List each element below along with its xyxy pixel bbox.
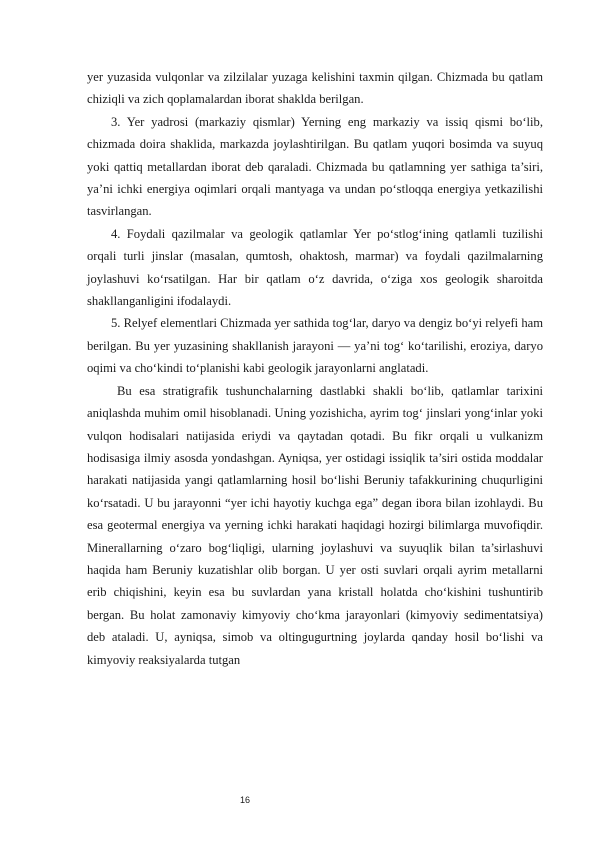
paragraph-continuation: yer yuzasida vulqonlar va zilzilalar yuzaga kelishini taxmin qilgan. Chizmada bu qatlam chiziqli va zich qoplamalardan iborat shaklda berilgan. <box>87 70 543 107</box>
page-number: 16 <box>239 795 250 805</box>
paragraph-minerals-layers: 4. Foydali qazilmalar va geologik qatlamlar Yer po‘stlog‘ining qatlamli tuzilishi orqali turli jinslar (masalan, qumtosh, ohaktosh, marmar) va foydali qazilmalarning joylashuvi ko‘rsatilgan. Har bir qatlam o‘z davrida, o‘ziga xos geologik sharoitda shakllanganligini ifodalaydi. <box>87 226 543 309</box>
paragraph-relief-elements: 5. Relyef elementlari Chizmada yer sathida tog‘lar, daryo va dengiz bo‘yi relyefi ham berilgan. Bu yer yuzasining shakllanish jarayoni — ya’ni tog‘ ko‘tarilishi, eroziya, daryo oqimi va cho‘kindi to‘planishi kabi geologik jarayonlarni anglatadi. <box>87 316 543 376</box>
paragraph-earth-core: 3. Yer yadrosi (markaziy qismlar) Yerning eng markaziy va issiq qismi bo‘lib, chizmada doira shaklida, markazda joylashtirilgan. Bu qatlam yuqori bosimda va suyuq yoki qattiq metallardan iborat deb qaraladi. Chizmada bu qatlamning yer sathiga ta’siri, ya’ni ichki energiya oqimlari orqali mantyaga va undan po‘stloqqa energiya yetkazilishi tasvirlangan. <box>87 114 543 219</box>
document-body <box>87 66 543 671</box>
paragraph-stratigraphy: Bu esa stratigrafik tushunchalarning dastlabki shakli bo‘lib, qatlamlar tarixini aniqlashda muhim omil hisoblanadi. Uning yozishicha, ayrim tog‘ jinslari yong‘inlar yoki vulqon hodisalari natijasida eriydi va qaytadan qotadi. Bu fikr orqali u vulkanizm hodisasiga ilmiy asosda yondashgan. Ayniqsa, yer ostidagi issiqlik ta’siri ostida moddalar harakati natijasida yangi qatlamlarning hosil bo‘lishi Beruniy tafakkurining chuqurligini ko‘rsatadi. U bu jarayonni “yer ichi hayotiy kuchga ega” degan ibora bilan izohlaydi. Bu esa geotermal energiya va yerning ichki harakati haqidagi hozirgi bilimlarga muvofiqdir. Minerallarning o‘zaro bog‘liqligi, ularning joylashuvi va suyuqlik bilan ta’sirlashuvi haqida ham Beruniy kuzatishlar olib borgan. U yer osti suvlari orqali ayrim metallarni erib chiqishini, keyin esa bu suvlardan yana kristall holatda cho‘kishini tushuntirib bergan. Bu holat zamonaviy kimyoviy cho‘kma jarayonlari (kimyoviy sedimentatsiya) deb ataladi. U, ayniqsa, simob va oltingugurtning joylarda qanday hosil bo‘lishi va kimyoviy reaksiyalarda tutgan <box>87 383 543 667</box>
